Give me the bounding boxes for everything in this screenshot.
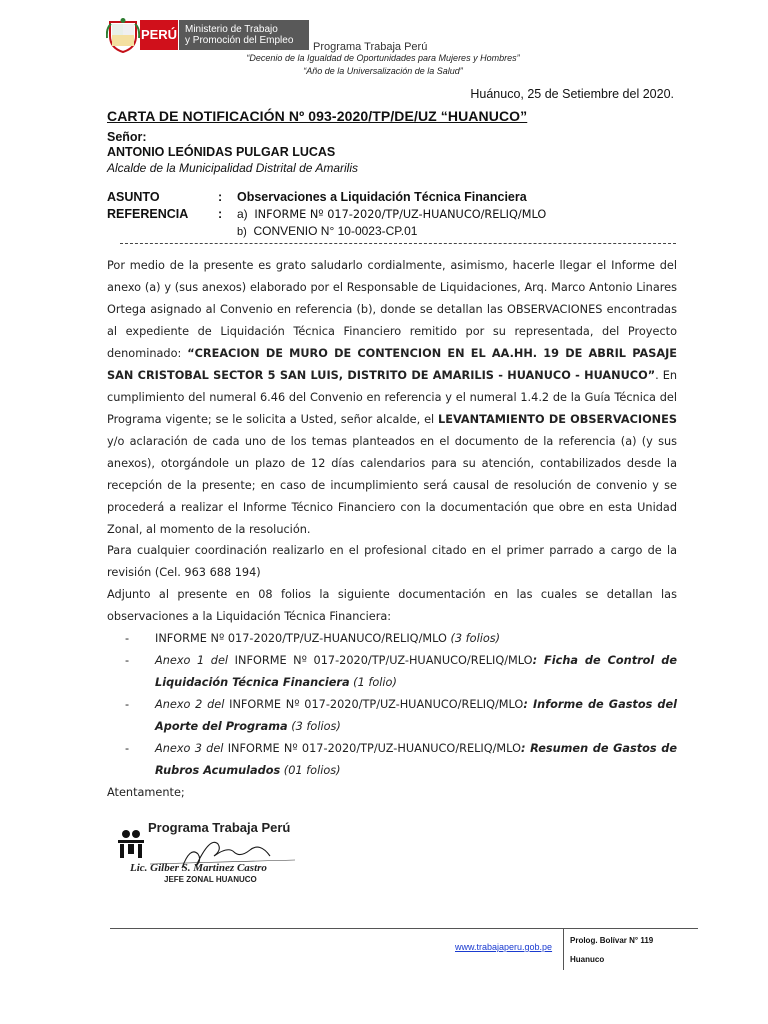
website-link[interactable]: www.trabajaperu.gob.pe [455,942,553,952]
attachment-title: : Ficha de Control de Liquidación Técnica Financiera [155,654,677,689]
p1-intro: Por medio de la presente es grato saludarlo cordialmente, asimismo, hacerle llegar el Informe del anexo (a) y (sus anexos) elaborado por el Responsable de Liquidaciones, Arq. Marco Antonio Linares Ortega asignado al Convenio en referencia (b), donde se detallan las OBSERVACIONES encontradas al expediente de Liquidación Técnica Financiero remitido por su representada, del Proyecto denominado: [107,259,677,360]
list-item [125,628,677,650]
bullet-dash: - [125,742,130,755]
attachment-title: : Informe de Gastos del Aporte del Programa [155,698,678,733]
p1-middle: . En cumplimiento del numeral 6.46 del Convenio en referencia y el numeral 1.4.2 de la Guía Técnica del Programa vigente; se le solicita a Usted, señor alcalde, el [107,369,678,426]
letter-title: CARTA DE NOTIFICACIÓN Nº 093-2020/TP/DE/UZ “HUANUCO” [107,108,528,124]
attachment-doc: INFORME Nº 017-2020/TP/UZ-HUANUCO/RELIQ/MLO [155,632,447,645]
attachment-prefix: Anexo 2 del [155,698,230,711]
attachment-prefix: Anexo 1 del [155,654,235,667]
stamp-role: JEFE ZONAL HUANUCO [164,875,257,884]
signature-stamp [110,816,310,886]
body-paragraph-3: Adjunto al presente en 08 folios la siguiente documentación en las cuales se detallan las observaciones a la Liquidación Técnica Financiera: [107,588,677,623]
attachment-folios: (01 folios) [280,764,341,777]
levantamiento-observaciones: LEVANTAMIENTO DE OBSERVACIONES [438,413,677,426]
recipient-name: ANTONIO LEÓNIDAS PULGAR LUCAS [107,145,336,159]
project-name: “CREACION DE MURO DE CONTENCION EN EL AA.HH. 19 DE ABRIL PASAJE SAN CRISTOBAL SECTOR 5 SAN LUIS, DISTRITO DE AMARILIS - HUANUCO - HUANUCO” [107,347,677,382]
referencia-label: REFERENCIA [107,207,189,221]
body-paragraph-2: Para cualquier coordinación realizarlo en el profesional citado en el primer parrado a cargo de la revisión (Cel. 963 688 194) [107,544,677,579]
asunto-value: Observaciones a Liquidación Técnica Financiera [237,190,527,204]
stamp-program: Programa Trabaja Perú [148,820,291,835]
place-date: Huánuco, 25 de Setiembre del 2020. [470,87,674,101]
list-item [125,650,677,694]
brand-ministry-line2: y Promoción del Empleo [185,35,294,46]
stamp-name: Lic. Gilber S. Martinez Castro [130,862,267,874]
footer-divider [110,928,698,929]
referencia-a-value: INFORME Nº 017-2020/TP/UZ-HUANUCO/RELIQ/MLO [254,208,547,221]
referencia-b [237,224,417,238]
coat-of-arms-icon [106,18,140,54]
salutation: Señor: [107,130,147,144]
attachment-doc: INFORME Nº 017-2020/TP/UZ-HUANUCO/RELIQ/MLO [234,654,533,667]
footer-city: Huanuco [570,955,605,964]
bullet-dash: - [125,632,130,645]
attachments-list [125,628,677,782]
stamp-logo-icon [118,830,144,858]
footer-vertical-divider [563,928,564,970]
closing: Atentamente; [107,786,185,799]
attachment-folios: (3 folios) [446,632,501,645]
brand-ministry [179,20,309,50]
referencia-b-mark: b) [237,226,247,238]
recipient-role: Alcalde de la Municipalidad Distrital de Amarilis [107,161,358,175]
attachment-prefix: Anexo 3 del [155,742,228,755]
asunto-label: ASUNTO [107,190,160,204]
decenio-slogan: “Decenio de la Igualdad de Oportunidades para Mujeres y Hombres” [246,53,520,63]
footer-address: Prolog. Bolívar N° 119 [570,936,654,945]
attachment-doc: INFORME Nº 017-2020/TP/UZ-HUANUCO/RELIQ/MLO [229,698,524,711]
attachment-folios: (3 folios) [287,720,341,733]
asunto-colon: : [218,190,223,204]
year-slogan: “Año de la Universalización de la Salud” [303,66,463,76]
referencia-a-mark: a) [237,207,248,221]
list-item [125,738,677,782]
brand-ministry-line1: Ministerio de Trabajo [185,24,278,35]
bullet-dash: - [125,654,130,667]
referencia-a [237,207,546,221]
dashed-divider [120,243,676,244]
brand-country: PERÚ [140,20,178,50]
attachment-folios: (1 folio) [349,676,397,689]
body-paragraph-1 [107,255,677,541]
attachment-doc: INFORME Nº 017-2020/TP/UZ-HUANUCO/RELIQ/MLO [227,742,521,755]
p1-end: y/o aclaración de cada uno de los temas planteados en el documento de la referencia (a) (y sus anexos), otorgándole un plazo de 12 días calendarios para su atención, contabilizados desde la recepción de la presente; en caso de incumplimiento será causal de resolución de convenio y se procederá a realizar el Informe Técnico Financiero con la documentación que obre en esta Unidad Zonal, al momento de la resolución. [107,435,677,536]
referencia-colon: : [218,207,223,221]
attachment-title: : Resumen de Gastos de Rubros Acumulados [155,742,677,777]
list-item [125,694,677,738]
program-title: Programa Trabaja Perú [313,41,428,53]
referencia-b-value: CONVENIO N° 10-0023-CP.01 [253,224,418,238]
bullet-dash: - [125,698,130,711]
